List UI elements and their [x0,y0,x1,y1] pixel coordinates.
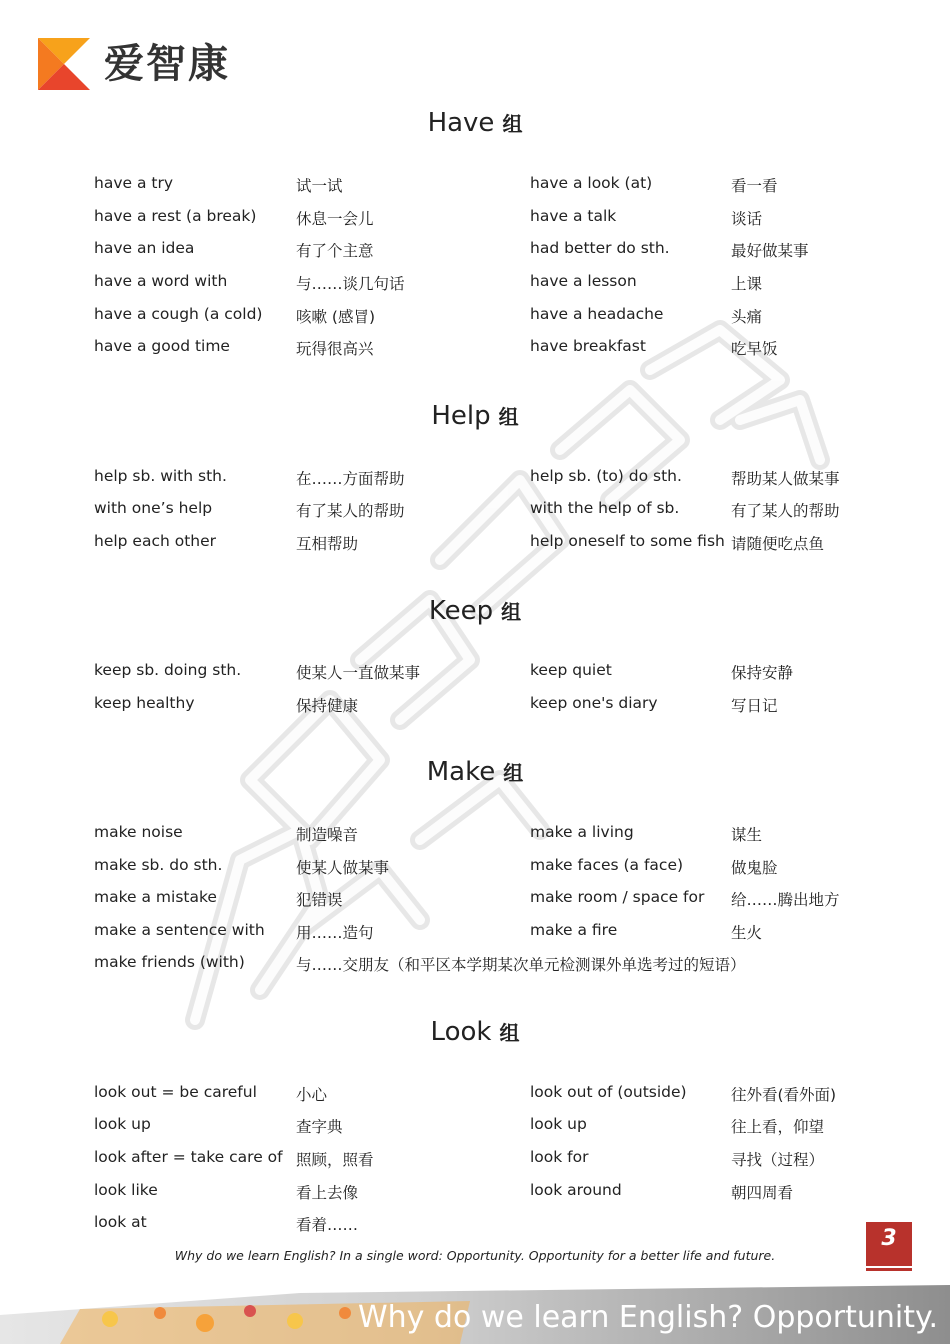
brand-name: 爱智康 [104,41,230,87]
phrase-zh: 休息一会儿 [296,210,374,228]
phrase-zh: 咳嗽 (感冒) [296,308,376,326]
phrase-en: look up [94,1115,151,1133]
phrase-en: help each other [94,532,217,550]
phrase-row [0,272,950,298]
phrase-zh: 保持安静 [731,664,794,682]
phrase-en: with the help of sb. [530,499,680,517]
phrase-en: look like [94,1181,158,1199]
phrase-row [0,499,950,525]
phrase-en: have a lesson [530,272,637,290]
phrase-en: had better do sth. [530,239,670,257]
phrase-zh: 保持健康 [296,697,359,715]
phrase-en: make noise [94,823,183,841]
brand-logo-icon [38,38,90,90]
phrase-zh: 上课 [731,275,763,293]
phrase-row [0,467,950,493]
phrase-row [0,953,950,979]
phrase-zh: 看一看 [731,177,778,195]
phrase-en: have a cough (a cold) [94,305,263,323]
phrase-zh: 有了某人的帮助 [296,502,405,520]
phrase-en: look out of (outside) [530,1083,687,1101]
phrase-zh: 互相帮助 [296,535,359,553]
phrase-zh: 查字典 [296,1118,343,1136]
phrase-zh: 谈话 [731,210,763,228]
phrase-row [0,823,950,849]
phrase-en: look around [530,1181,622,1199]
atom-icon [244,1305,256,1317]
phrase-row [0,1083,950,1109]
section-title-text: Help [431,401,491,431]
phrase-en: keep one's diary [530,694,658,712]
phrase-en: look out = be careful [94,1083,257,1101]
section-title-look [0,1017,950,1047]
phrase-en: make a fire [530,921,618,939]
phrase-zh: 谋生 [731,826,763,844]
section-title-help [0,401,950,431]
phrase-zh: 与……谈几句话 [296,275,405,293]
phrase-zh: 看上去像 [296,1184,359,1202]
phrase-zh: 制造噪音 [296,826,359,844]
phrase-en: have a good time [94,337,230,355]
phrase-zh: 有了某人的帮助 [731,502,840,520]
phrase-zh: 看着…… [296,1216,359,1234]
phrase-zh: 使某人做某事 [296,859,390,877]
phrase-en: have a rest (a break) [94,207,257,225]
phrase-en: make a living [530,823,634,841]
phrase-zh: 寻找（过程） [731,1151,825,1169]
phrase-en: have a look (at) [530,174,653,192]
phrase-row [0,1213,950,1239]
phrase-zh: 头痛 [731,308,763,326]
phrase-en: have a word with [94,272,228,290]
page-number: 3 [866,1222,912,1266]
phrase-en: look after = take care of [94,1148,283,1166]
phrase-en: look for [530,1148,589,1166]
phrase-en: keep healthy [94,694,195,712]
phrase-zh: 帮助某人做某事 [731,470,840,488]
phrase-zh: 朝四周看 [731,1184,794,1202]
section-title-have [0,108,950,138]
phrase-en: help sb. (to) do sth. [530,467,682,485]
phrase-zh: 给……腾出地方 [731,891,840,909]
section-title-suffix: 组 [503,761,524,785]
phrase-row [0,694,950,720]
phrase-zh: 在……方面帮助 [296,470,405,488]
phrase-zh: 玩得很高兴 [296,340,374,358]
phrase-en: have a try [94,174,174,192]
phrase-zh: 有了个主意 [296,242,374,260]
section-title-text: Have [427,108,495,138]
phrase-en: make sb. do sth. [94,856,223,874]
phrase-row [0,337,950,363]
phrase-zh: 生火 [731,924,763,942]
phrase-en: keep sb. doing sth. [94,661,242,679]
phrase-zh: 往外看(看外面) [731,1086,837,1104]
phrase-en: make friends (with) [94,953,245,971]
section-title-keep [0,596,950,626]
phrase-en: help sb. with sth. [94,467,227,485]
phrase-zh: 与……交朋友（和平区本学期某次单元检测课外单选考过的短语） [296,956,746,974]
bulb-icon [102,1311,118,1327]
phrase-en: help oneself to some fish [530,532,725,550]
section-title-suffix: 组 [501,600,522,624]
phrase-zh: 小心 [296,1086,328,1104]
phrase-en: have a headache [530,305,664,323]
phrase-zh: 吃早饭 [731,340,778,358]
phrase-zh: 用……造句 [296,924,374,942]
phrase-en: look up [530,1115,587,1133]
page-number-underline [866,1268,912,1271]
phrase-row [0,1181,950,1207]
phrase-en: have an idea [94,239,195,257]
leaf-icon [339,1307,351,1319]
section-title-text: Make [426,757,496,787]
phrase-row [0,207,950,233]
section-title-make [0,757,950,787]
section-title-suffix: 组 [499,1021,520,1045]
gear-icon [196,1314,214,1332]
phrase-en: have a talk [530,207,617,225]
phrase-row [0,661,950,687]
phrase-zh: 往上看，仰望 [731,1118,825,1136]
brand-logo [38,38,230,90]
section-title-text: Keep [428,596,494,626]
phrase-en: make a mistake [94,888,217,906]
phrase-row [0,888,950,914]
section-title-text: Look [430,1017,492,1047]
footer-motto: Why do we learn English? In a single word: Opportunity. Opportunity for a better life and future. [174,1248,776,1263]
phrase-zh: 使某人一直做某事 [296,664,421,682]
phrase-row [0,305,950,331]
phrase-en: have breakfast [530,337,646,355]
phrase-en: with one’s help [94,499,213,517]
phrase-row [0,1148,950,1174]
phrase-zh: 做鬼脸 [731,859,778,877]
section-title-suffix: 组 [502,112,523,136]
phrase-en: make a sentence with [94,921,265,939]
footer-banner-text: Why do we learn English? Opportunity. [357,1300,938,1335]
phrase-row [0,921,950,947]
phrase-zh: 犯错误 [296,891,343,909]
phrase-en: keep quiet [530,661,612,679]
phrase-en: look at [94,1213,147,1231]
star-icon [154,1307,166,1319]
phrase-row [0,239,950,265]
phrase-zh: 照顾，照看 [296,1151,374,1169]
phrase-row [0,532,950,558]
phrase-row [0,1115,950,1141]
phrase-zh: 请随便吃点鱼 [731,535,825,553]
phrase-zh: 最好做某事 [731,242,809,260]
section-title-suffix: 组 [498,405,519,429]
phrase-row [0,856,950,882]
phrase-row [0,174,950,200]
phrase-en: make faces (a face) [530,856,684,874]
phrase-zh: 试一试 [296,177,343,195]
flower-icon [287,1313,303,1329]
phrase-en: make room / space for [530,888,705,906]
phrase-zh: 写日记 [731,697,778,715]
